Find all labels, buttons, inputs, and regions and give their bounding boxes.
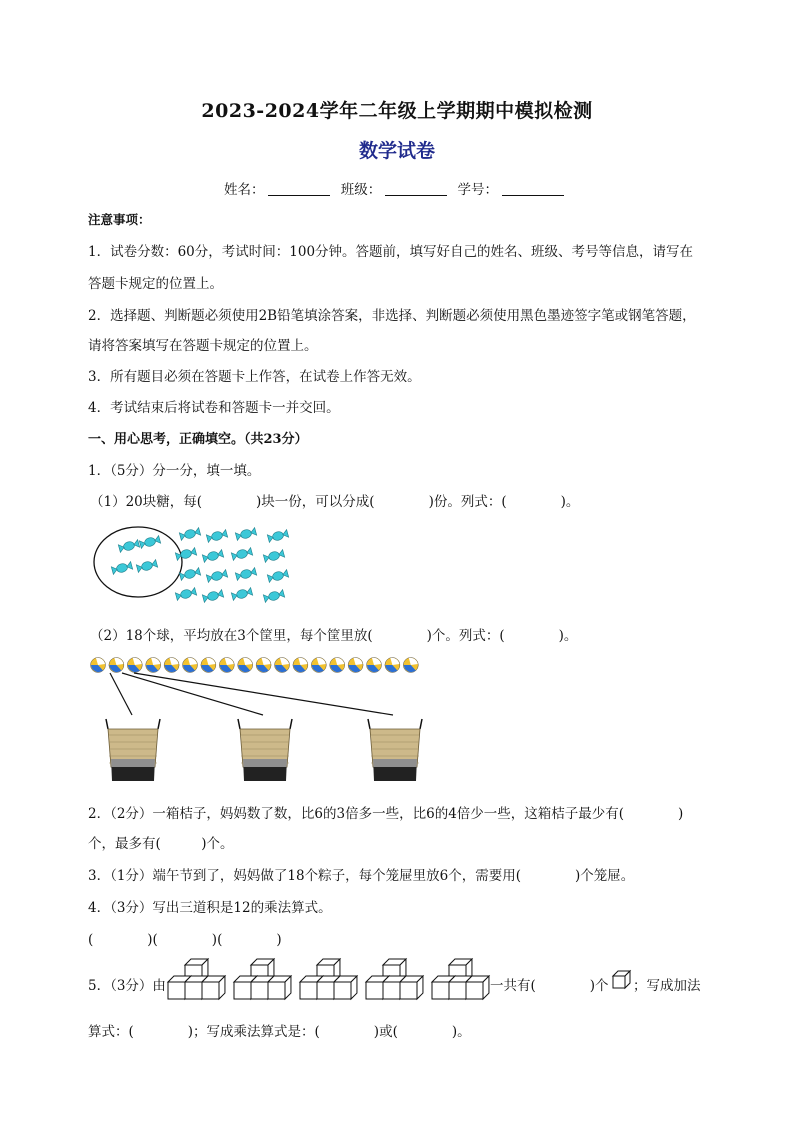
note-line-2: 答题卡规定的位置上。 bbox=[88, 276, 223, 292]
candy-set bbox=[111, 527, 288, 602]
question-3: 3．（1分）端午节到了，妈妈做了18个粽子，每个笼屉里放6个，需要用( )个笼屉。 bbox=[88, 868, 635, 884]
question-1-2: （2）18个球，平均放在3个筐里，每个筐里放( )个。列式：( )。 bbox=[90, 628, 578, 644]
basket bbox=[368, 719, 422, 781]
candy bbox=[111, 561, 132, 574]
basket-set bbox=[106, 719, 422, 781]
ball bbox=[367, 658, 382, 673]
ball bbox=[91, 658, 106, 673]
candy bbox=[206, 529, 227, 542]
cube-stack bbox=[168, 959, 225, 999]
note-line-5: 3．所有题目必须在答题卡上作答，在试卷上作答无效。 bbox=[88, 369, 421, 385]
candy-illustration bbox=[92, 520, 304, 608]
question-4: 4．（3分）写出三道积是12的乘法算式。 bbox=[88, 900, 332, 916]
candy bbox=[202, 589, 223, 602]
ball bbox=[219, 658, 234, 673]
candy bbox=[136, 559, 157, 572]
candy bbox=[231, 547, 252, 560]
question-2-line-1: 2．（2分）一箱桔子，妈妈数了数，比6的3倍多一些，比6的4倍少一些，这箱桔子最少有( ) bbox=[88, 806, 684, 822]
candy bbox=[267, 529, 288, 542]
cube-icon bbox=[611, 969, 633, 991]
ball bbox=[403, 658, 418, 673]
section-heading: 一、用心思考，正确填空。（共23分） bbox=[88, 432, 308, 447]
candy bbox=[139, 535, 160, 548]
note-line-6: 4．考试结束后将试卷和答题卡一并交回。 bbox=[88, 400, 340, 416]
name-label: 姓名： bbox=[223, 182, 265, 198]
ball bbox=[201, 658, 216, 673]
ball bbox=[238, 658, 253, 673]
question-5-suffix: ；写成加法 bbox=[633, 978, 701, 994]
connector-lines bbox=[110, 673, 393, 715]
candy bbox=[118, 539, 139, 552]
cube-stack-set bbox=[168, 959, 489, 999]
question-1: 1．（5分）分一分，填一填。 bbox=[88, 463, 261, 479]
id-label: 学号： bbox=[457, 182, 499, 198]
ball bbox=[385, 658, 400, 673]
candy bbox=[202, 549, 223, 562]
ball bbox=[146, 658, 161, 673]
candy bbox=[231, 587, 252, 600]
ball bbox=[330, 658, 345, 673]
ball bbox=[127, 658, 142, 673]
note-line-1: 1．试卷分数：60分，考试时间：100分钟。答题前，填写好自己的姓名、班级、考号等信息，请写在 bbox=[88, 244, 694, 260]
ball bbox=[275, 658, 290, 673]
ball bbox=[348, 658, 363, 673]
student-info-row bbox=[0, 178, 794, 198]
candy bbox=[179, 567, 200, 580]
ball bbox=[256, 658, 271, 673]
basket bbox=[238, 719, 292, 781]
note-line-4: 请将答案填写在答题卡规定的位置上。 bbox=[88, 338, 318, 354]
candy-group-ellipse bbox=[94, 527, 182, 597]
cube-stack bbox=[366, 959, 423, 999]
page-subtitle: 数学试卷 bbox=[358, 140, 435, 162]
question-5-mid: 一共有( )个 bbox=[490, 978, 609, 994]
candy bbox=[263, 589, 284, 602]
ball bbox=[311, 658, 326, 673]
ball bbox=[183, 658, 198, 673]
ball-row bbox=[91, 658, 419, 673]
id-blank[interactable] bbox=[502, 181, 564, 196]
question-5-line-2: 算式：( )；写成乘法算式是：( )或( )。 bbox=[88, 1024, 471, 1040]
candy bbox=[175, 587, 196, 600]
candy bbox=[179, 527, 200, 540]
candy bbox=[263, 549, 284, 562]
question-2-line-2: 个，最多有( )个。 bbox=[88, 836, 234, 852]
ball bbox=[164, 658, 179, 673]
candy bbox=[206, 569, 227, 582]
basket bbox=[106, 719, 160, 781]
class-blank[interactable] bbox=[385, 181, 447, 196]
ball bbox=[109, 658, 124, 673]
cube-stacks-illustration bbox=[164, 956, 494, 1002]
page-title: 2023-2024学年二年级上学期期中模拟检测 bbox=[201, 100, 593, 122]
question-5-prefix: 5．（3分）由 bbox=[88, 978, 166, 994]
candy bbox=[235, 567, 256, 580]
question-1-1: （1）20块糖，每( )块一份，可以分成( )份。列式：( )。 bbox=[90, 494, 580, 510]
class-label: 班级： bbox=[340, 182, 382, 198]
note-line-3: 2．选择题、判断题必须使用2B铅笔填涂答案，非选择、判断题必须使用黑色墨迹签字笔或钢笔答题， bbox=[88, 308, 696, 324]
balls-baskets-illustration bbox=[88, 655, 438, 785]
question-4-answers: ( )( )( ) bbox=[88, 932, 282, 948]
cube-stack bbox=[432, 959, 489, 999]
candy bbox=[267, 569, 288, 582]
notes-heading: 注意事项： bbox=[88, 212, 151, 227]
name-blank[interactable] bbox=[268, 181, 330, 196]
cube-stack bbox=[300, 959, 357, 999]
candy bbox=[235, 527, 256, 540]
cube-stack bbox=[234, 959, 291, 999]
ball bbox=[293, 658, 308, 673]
